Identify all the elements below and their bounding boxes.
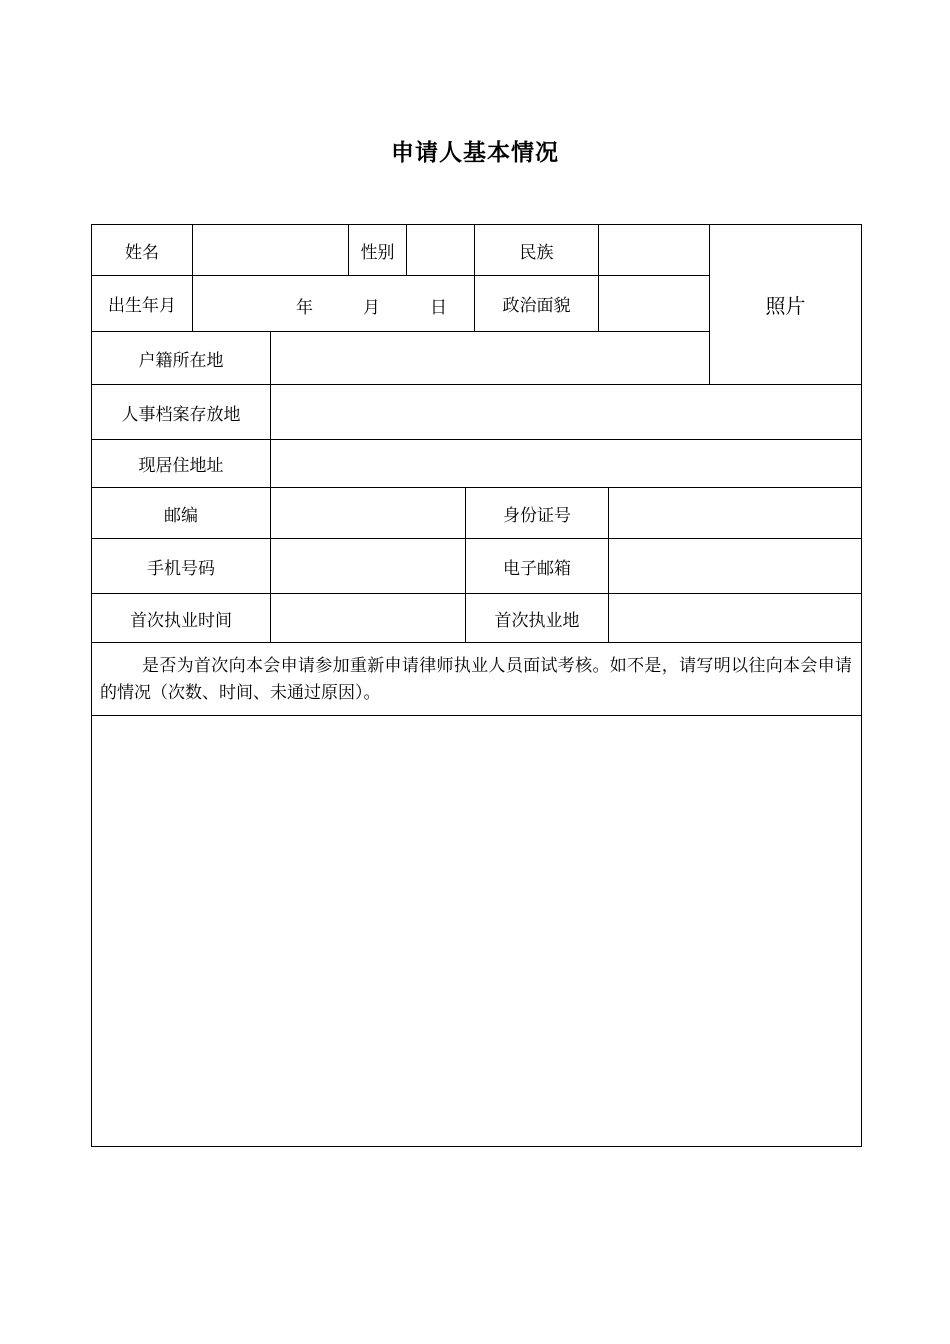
- table-border-bottom: [91, 1146, 862, 1147]
- ethnicity-label: 民族: [519, 242, 554, 263]
- id-number-label: 身份证号: [503, 505, 571, 526]
- household-label: 户籍所在地: [138, 350, 224, 371]
- address-field[interactable]: [271, 440, 861, 487]
- photo-placeholder[interactable]: 照片: [765, 294, 806, 318]
- name-field[interactable]: [193, 225, 348, 275]
- name-label: 姓名: [125, 242, 159, 263]
- id-number-field[interactable]: [609, 488, 861, 538]
- mobile-label: 手机号码: [147, 558, 215, 579]
- row-divider: [91, 642, 862, 643]
- archive-field[interactable]: [271, 385, 861, 439]
- reapplication-question: 是否为首次向本会申请参加重新申请律师执业人员面试考核。如不是，请写明以往向本会申请的情况（次数、时间、未通过原因）。: [100, 656, 852, 703]
- reapplication-answer-field[interactable]: [92, 716, 861, 1146]
- address-label: 现居住地址: [138, 456, 224, 476]
- archive-label: 人事档案存放地: [121, 404, 241, 425]
- first-practice-place-label: 首次执业地: [494, 610, 580, 631]
- gender-label: 性别: [360, 242, 395, 263]
- postcode-field[interactable]: [271, 488, 465, 538]
- postcode-label: 邮编: [164, 505, 198, 526]
- political-label: 政治面貌: [502, 296, 571, 316]
- birth-year-label: 年: [296, 298, 313, 318]
- first-practice-place-field[interactable]: [609, 594, 861, 642]
- birth-label: 出生年月: [108, 296, 176, 316]
- email-field[interactable]: [609, 539, 861, 593]
- birth-month-label: 月: [363, 298, 380, 318]
- household-field[interactable]: [271, 332, 709, 384]
- first-practice-time-label: 首次执业时间: [130, 610, 232, 631]
- political-field[interactable]: [599, 276, 709, 331]
- page-title: 申请人基本情况: [391, 140, 559, 166]
- mobile-field[interactable]: [271, 539, 465, 593]
- gender-field[interactable]: [407, 225, 474, 275]
- first-practice-time-field[interactable]: [271, 594, 465, 642]
- ethnicity-field[interactable]: [599, 225, 709, 275]
- birth-field[interactable]: [193, 276, 474, 331]
- email-label: 电子邮箱: [503, 558, 571, 579]
- table-border-right: [861, 224, 862, 1147]
- birth-day-label: 日: [430, 298, 447, 318]
